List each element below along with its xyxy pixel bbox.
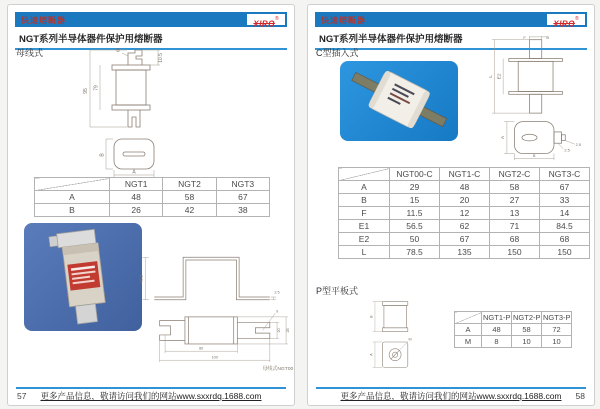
table-cell: 10 [512, 336, 542, 348]
dim-tab-offset-1: 2.5 [564, 147, 570, 153]
drawing-caption: 母线式NGT00 [262, 367, 294, 372]
dim-cross-height: B [99, 153, 106, 157]
c-type-fuse-photo-art [340, 61, 458, 141]
table-cell: 27 [490, 194, 540, 207]
logo-registered-mark: ® [274, 16, 279, 22]
dim-slot-width: 9 [276, 309, 279, 314]
table-cell: 58 [163, 191, 216, 204]
row-label: L [339, 246, 390, 259]
row-label: E2 [339, 233, 390, 246]
dim-bottom-height: A [500, 136, 506, 140]
table-cell: 15 [390, 194, 440, 207]
logo-registered-mark: ® [574, 16, 579, 22]
row-label: F [339, 207, 390, 220]
dim-bracket-height: 48.5 [138, 274, 144, 284]
table-cell: 58 [512, 324, 542, 336]
header-product-line: 快速熔断器 [21, 16, 66, 25]
dim-span: 80 [199, 346, 204, 351]
logo-text: XIRO [553, 19, 575, 29]
footer-divider [16, 387, 286, 389]
table-cell: 10 [542, 336, 572, 348]
table-row [35, 204, 270, 217]
dim-p-side-height: B [369, 315, 374, 318]
table-cell: 29 [390, 181, 440, 194]
dim-blade-f: F [523, 35, 526, 40]
table-cell: 67 [216, 191, 269, 204]
table-column-header: NGT3-P [543, 313, 571, 322]
p-type-fuse-drawing [366, 297, 422, 381]
table-cell: 78.5 [390, 246, 440, 259]
table-header-row [455, 312, 572, 324]
table-cell: 56.5 [390, 220, 440, 233]
catalog-page-right [307, 4, 595, 406]
ngt00-busbar-drawing [138, 241, 296, 372]
table-cell: 20 [440, 194, 490, 207]
table-column-header: NGT1-C [440, 168, 490, 181]
header-bar [315, 12, 587, 27]
table-cell: 68 [540, 233, 590, 246]
logo-text: XIRO [253, 19, 275, 29]
dim-total-height: 95 [83, 88, 89, 94]
dim-foot-thickness: 2.5 [274, 290, 280, 295]
table-cell: 48 [110, 191, 163, 204]
busbar-fuse-drawing [66, 47, 246, 179]
row-label: B [339, 194, 390, 207]
table-cell: 150 [540, 246, 590, 259]
table-corner-cell [455, 312, 482, 324]
row-label: A [339, 181, 390, 194]
table-cell: 71 [490, 220, 540, 233]
table-column-header: NGT3-C [540, 168, 590, 181]
dim-tab-width: 20 [277, 328, 282, 333]
table-cell: 68 [490, 233, 540, 246]
page-title: NGT系列半导体器件保护用熔断器 [15, 29, 287, 50]
dim-p-screw: M [408, 337, 412, 342]
table-column-header: NGT2-P [513, 313, 541, 322]
table-cell: 84.5 [540, 220, 590, 233]
xiro-logo [547, 14, 585, 29]
p-type-dimension-table [454, 311, 572, 348]
table-row [339, 207, 590, 220]
section-label-busbar: 母线式 [16, 48, 44, 58]
page-number: 57 [17, 391, 27, 401]
table-cell: 13 [490, 207, 540, 220]
busbar-fuse-photo [24, 223, 142, 331]
table-column-header: NGT1-P [483, 313, 511, 322]
table-cell: 11.5 [390, 207, 440, 220]
table-cell: 14 [540, 207, 590, 220]
table-column-header: NGT2 [163, 178, 216, 191]
table-row [339, 246, 590, 259]
table-row [35, 191, 270, 204]
table-column-header: NGT2-C [490, 168, 540, 181]
table-cell: 33 [540, 194, 590, 207]
footer-text: 更多产品信息，敬请访问我们的网站www.sxxrdq.1688.com [40, 391, 262, 401]
c-type-fuse-photo [340, 61, 458, 141]
dim-body-height: 79 [93, 85, 100, 91]
busbar-dimension-table [34, 177, 270, 217]
table-cell: 26 [110, 204, 163, 217]
header-product-line: 快速熔断器 [321, 16, 366, 25]
busbar-fuse-photo-art [24, 223, 142, 331]
row-label: A [455, 324, 482, 336]
dim-body-width: 28 [286, 328, 291, 333]
dim-bottom-width: B [532, 152, 536, 158]
table-cell: 8 [482, 336, 512, 348]
footer-divider [316, 387, 586, 389]
table-row [455, 324, 572, 336]
table-cell: 48 [440, 181, 490, 194]
table-column-header: NGT00-C [390, 168, 440, 181]
dim-overall-length: L [488, 75, 493, 78]
table-row [339, 181, 590, 194]
catalog-page-left [7, 4, 295, 406]
table-header-row [35, 178, 270, 191]
dim-p-top-height: A [369, 353, 374, 356]
table-row [455, 336, 572, 348]
table-cell: 62 [440, 220, 490, 233]
row-label: M [455, 336, 482, 348]
header-bar [15, 12, 287, 27]
table-header-row [339, 168, 590, 181]
c-type-fuse-drawing [488, 35, 587, 163]
table-corner-cell [35, 178, 110, 191]
dim-blade-offset: 10.5 [158, 53, 164, 63]
c-type-dimension-table [338, 167, 590, 259]
table-corner-cell [339, 168, 390, 181]
dim-total-length: 100 [211, 355, 218, 360]
table-cell: 67 [540, 181, 590, 194]
table-cell: 48 [482, 324, 512, 336]
row-label: B [35, 204, 110, 217]
row-label: E1 [339, 220, 390, 233]
table-row [339, 233, 590, 246]
section-label-p-type: P型平板式 [316, 286, 359, 296]
page-number: 58 [575, 391, 585, 401]
table-cell: 150 [490, 246, 540, 259]
xiro-logo [247, 14, 285, 29]
table-cell: 72 [542, 324, 572, 336]
table-cell: 38 [216, 204, 269, 217]
table-cell: 12 [440, 207, 490, 220]
dim-cross-width: A [132, 169, 136, 176]
table-column-header: NGT3 [216, 178, 269, 191]
dim-blade-b: B [546, 35, 550, 40]
table-column-header: NGT1 [110, 178, 163, 191]
row-label: A [35, 191, 110, 204]
table-row [339, 220, 590, 233]
table-cell: 135 [440, 246, 490, 259]
page-title: NGT系列半导体器件保护用熔断器 [315, 29, 587, 50]
table-cell: 42 [163, 204, 216, 217]
section-label-c-type: C型插入式 [316, 48, 359, 58]
table-cell: 50 [390, 233, 440, 246]
dim-blade-label: B [116, 48, 120, 54]
footer-text: 更多产品信息，敬请访问我们的网站www.sxxrdq.1688.com [340, 391, 562, 401]
table-row [339, 194, 590, 207]
table-cell: 58 [490, 181, 540, 194]
dim-body-length: E2 [496, 73, 502, 80]
dim-tab-offset-2: 2.5 [575, 142, 582, 148]
table-cell: 67 [440, 233, 490, 246]
